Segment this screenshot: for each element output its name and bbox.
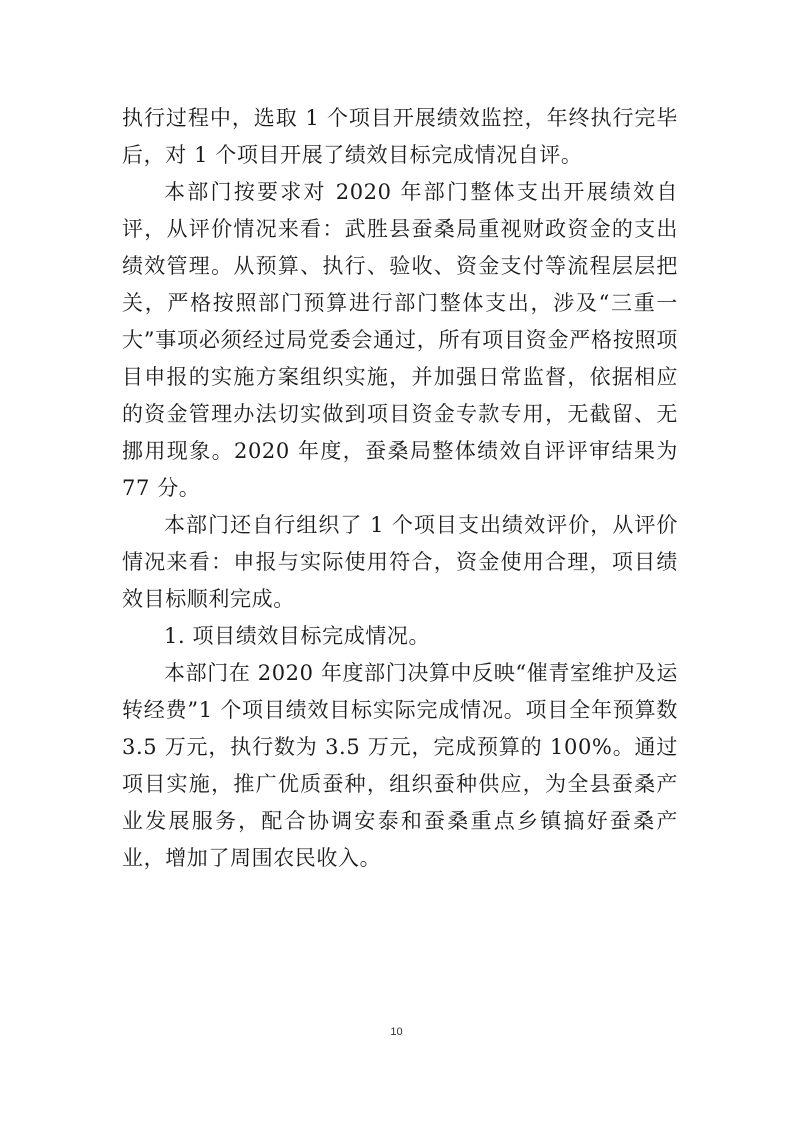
paragraph-project-completion: 本部门在 2020 年度部门决算中反映“催青室维护及运转经费”1 个项目绩效目标实际完成情况。项目全年预算数 3.5 万元，执行数为 3.5 万元，完成预算的 100%。通过项目实施，推广优质蚕种，组织蚕种供应，为全县蚕桑产业发展服务，配合协调安泰和蚕桑重点乡镇搞好蚕桑产业，增加了周围农民收入。 [122, 661, 678, 870]
paragraph-project-evaluation: 本部门还自行组织了 1 个项目支出绩效评价，从评价情况来看：申报与实际使用符合，资金使用合理，项目绩效目标顺利完成。 [122, 513, 678, 611]
paragraph-overall-self-evaluation: 本部门按要求对 2020 年部门整体支出开展绩效自评，从评价情况来看：武胜县蚕桑局重视财政资金的支出绩效管理。从预算、执行、验收、资金支付等流程层层把关，严格按照部门预算进行部门整体支出，涉及“三重一大”事项必须经过局党委会通过，所有项目资金严格按照项目申报的实施方案组织实施，并加强日常监督，依据相应的资金管理办法切实做到项目资金专款专用，无截留、无挪用现象。2020 年度，蚕桑局整体绩效自评评审结果为 77 分。 [122, 180, 678, 500]
document-body [122, 100, 678, 877]
paragraph-continuation: 执行过程中，选取 1 个项目开展绩效监控，年终执行完毕后，对 1 个项目开展了绩效目标完成情况自评。 [122, 106, 678, 167]
section-heading: 1. 项目绩效目标完成情况。 [164, 624, 431, 648]
page-number: 10 [390, 1026, 403, 1038]
